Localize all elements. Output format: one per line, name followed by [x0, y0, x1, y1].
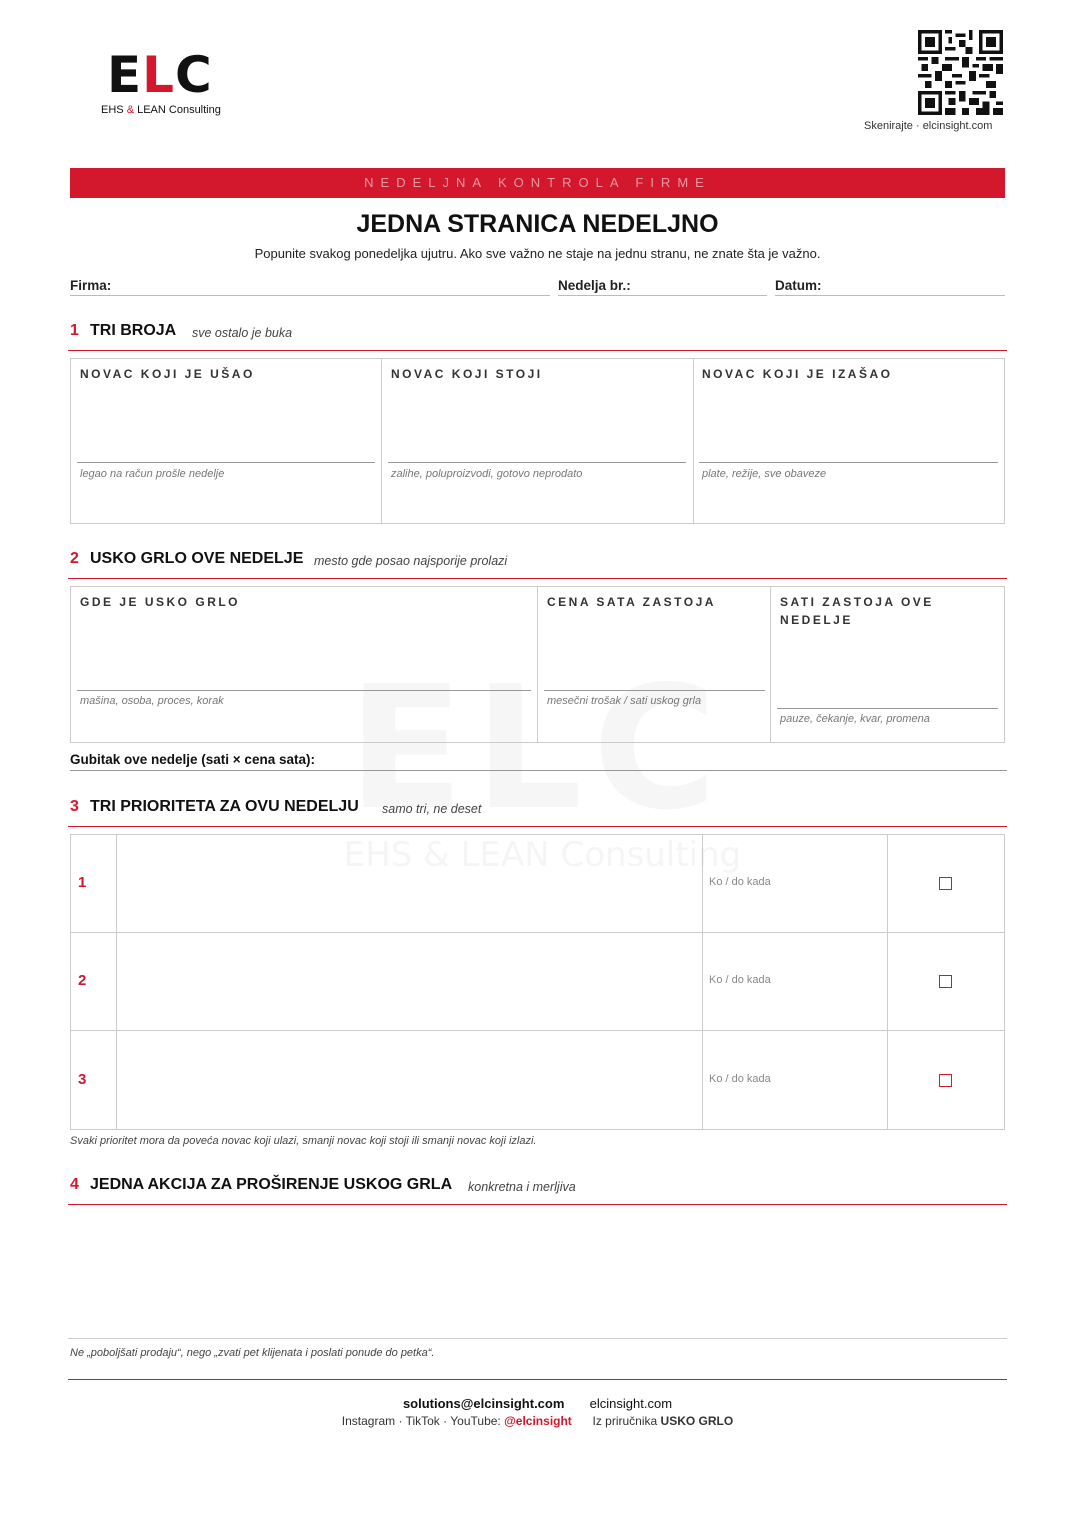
money-stuck-hint: zalihe, poluproizvodi, gotovo neprodato — [391, 468, 583, 480]
footer-book-title: USKO GRLO — [660, 1414, 734, 1428]
money-out-field[interactable] — [699, 462, 998, 463]
table-row — [70, 1030, 1005, 1129]
money-out-label: NOVAC KOJI JE IZAŠAO — [702, 367, 893, 381]
footer-handle-link[interactable]: @elcinsight — [504, 1414, 572, 1428]
money-in-hint: legao na račun prošle nedelje — [80, 468, 225, 480]
footer-site-link[interactable]: elcinsight.com — [589, 1396, 673, 1411]
priority-number: 2 — [78, 972, 87, 989]
logo-letter-c: C — [175, 46, 213, 104]
firm-field[interactable] — [70, 295, 550, 296]
money-in-field[interactable] — [77, 462, 375, 463]
priority-checkbox[interactable] — [939, 1074, 952, 1087]
page-title: JEDNA STRANICA NEDELJNO — [356, 210, 719, 238]
priority-checkbox[interactable] — [939, 975, 952, 988]
grid-divider — [381, 358, 382, 524]
money-out-hint: plate, režije, sve obaveze — [702, 468, 827, 480]
weekly-loss-label: Gubitak ove nedelje (sati × cena sata): — [70, 752, 315, 767]
priority-owner-field[interactable]: Ko / do kada — [709, 974, 771, 986]
section4-title: JEDNA AKCIJA ZA PROŠIRENJE USKOG GRLA — [90, 1176, 453, 1193]
weekly-loss-field[interactable] — [345, 770, 1007, 771]
logo-tagline-amp: & — [126, 104, 135, 116]
qr-caption: Skenirajte · elcinsight.com — [864, 120, 993, 132]
action-underline — [68, 1338, 1007, 1339]
section2-title: USKO GRLO OVE NEDELJE — [90, 550, 304, 567]
section3-number: 3 — [70, 798, 79, 815]
bottleneck-where-hint: mašina, osoba, proces, korak — [80, 695, 224, 707]
downtime-cost-label: CENA SATA ZASTOJA — [547, 595, 716, 609]
footer-email-link[interactable]: solutions@elcinsight.com — [402, 1396, 565, 1411]
firm-label: Firma: — [70, 278, 112, 293]
logo — [107, 46, 213, 104]
logo-tagline-lean: LEAN Consulting — [137, 104, 221, 116]
week-field[interactable] — [558, 295, 767, 296]
priority-owner-field[interactable]: Ko / do kada — [709, 876, 771, 888]
grid-divider — [537, 586, 538, 743]
footer-rule — [68, 1379, 1007, 1380]
footer-contact — [0, 1396, 1075, 1411]
priority-text-field[interactable] — [118, 933, 702, 1029]
logo-letter-l: L — [142, 46, 176, 104]
date-field[interactable] — [775, 295, 1005, 296]
section3-note: samo tri, ne deset — [382, 802, 482, 816]
top-banner: NEDELJNA KONTROLA FIRME — [70, 168, 1005, 198]
page-subtitle: Popunite svakog ponedeljka ujutru. Ako sve važno ne staje na jednu stranu, ne znate šta je važno. — [254, 246, 821, 261]
downtime-hours-hint: pauze, čekanje, kvar, promena — [780, 713, 930, 725]
grid-divider — [770, 586, 771, 743]
section1-number: 1 — [70, 322, 79, 339]
bottleneck-where-field[interactable] — [77, 690, 531, 691]
date-label: Datum: — [775, 278, 822, 293]
priority-owner-field[interactable]: Ko / do kada — [709, 1073, 771, 1085]
table-row — [70, 834, 1005, 932]
section4-note: konkretna i merljiva — [468, 1180, 576, 1194]
money-in-label: NOVAC KOJI JE UŠAO — [80, 367, 255, 381]
priority-text-field[interactable] — [118, 835, 702, 931]
priority-text-field[interactable] — [118, 1031, 702, 1128]
grid-divider — [693, 358, 694, 524]
logo-tagline — [101, 104, 221, 116]
priority-number: 1 — [78, 874, 87, 891]
section4-number: 4 — [70, 1176, 79, 1193]
bottleneck-where-label: GDE JE USKO GRLO — [80, 595, 241, 609]
logo-tagline-ehs: EHS — [101, 104, 124, 116]
money-stuck-field[interactable] — [388, 462, 686, 463]
footer-social-prefix: Instagram · TikTok · YouTube: — [341, 1414, 501, 1428]
downtime-hours-field[interactable] — [777, 708, 998, 709]
section3-rule — [68, 826, 1007, 827]
priority-number: 3 — [78, 1071, 87, 1088]
qr-code-icon[interactable] — [918, 30, 1003, 115]
action-example: Ne „poboljšati prodaju“, nego „zvati pet klijenata i poslati ponude do petka“. — [70, 1347, 435, 1359]
section1-note: sve ostalo je buka — [192, 326, 293, 340]
downtime-hours-label: SATI ZASTOJA OVE NEDELJE — [780, 595, 934, 627]
week-label: Nedelja br.: — [558, 278, 631, 293]
footer-book-prefix: Iz priručnika — [592, 1414, 658, 1428]
table-row — [70, 932, 1005, 1030]
section4-rule — [68, 1204, 1007, 1205]
section1-title: TRI BROJA — [90, 322, 177, 339]
priorities-footnote: Svaki prioritet mora da poveća novac koji ulazi, smanji novac koji stoji ili smanji novac koji izlazi. — [70, 1135, 537, 1147]
downtime-cost-field[interactable] — [544, 690, 765, 691]
section2-rule — [68, 578, 1007, 579]
section2-note: mesto gde posao najsporije prolazi — [314, 554, 508, 568]
logo-letter-e: E — [107, 46, 143, 104]
section2-number: 2 — [70, 550, 79, 567]
weekly-loss-underline — [70, 770, 345, 771]
section1-rule — [68, 350, 1007, 351]
downtime-cost-hint: mesečni trošak / sati uskog grla — [547, 695, 702, 707]
action-text-field[interactable] — [70, 1212, 1005, 1336]
priority-checkbox[interactable] — [939, 877, 952, 890]
section3-title: TRI PRIORITETA ZA OVU NEDELJU — [90, 798, 359, 815]
footer-social — [0, 1414, 1075, 1428]
money-stuck-label: NOVAC KOJI STOJI — [391, 367, 543, 381]
